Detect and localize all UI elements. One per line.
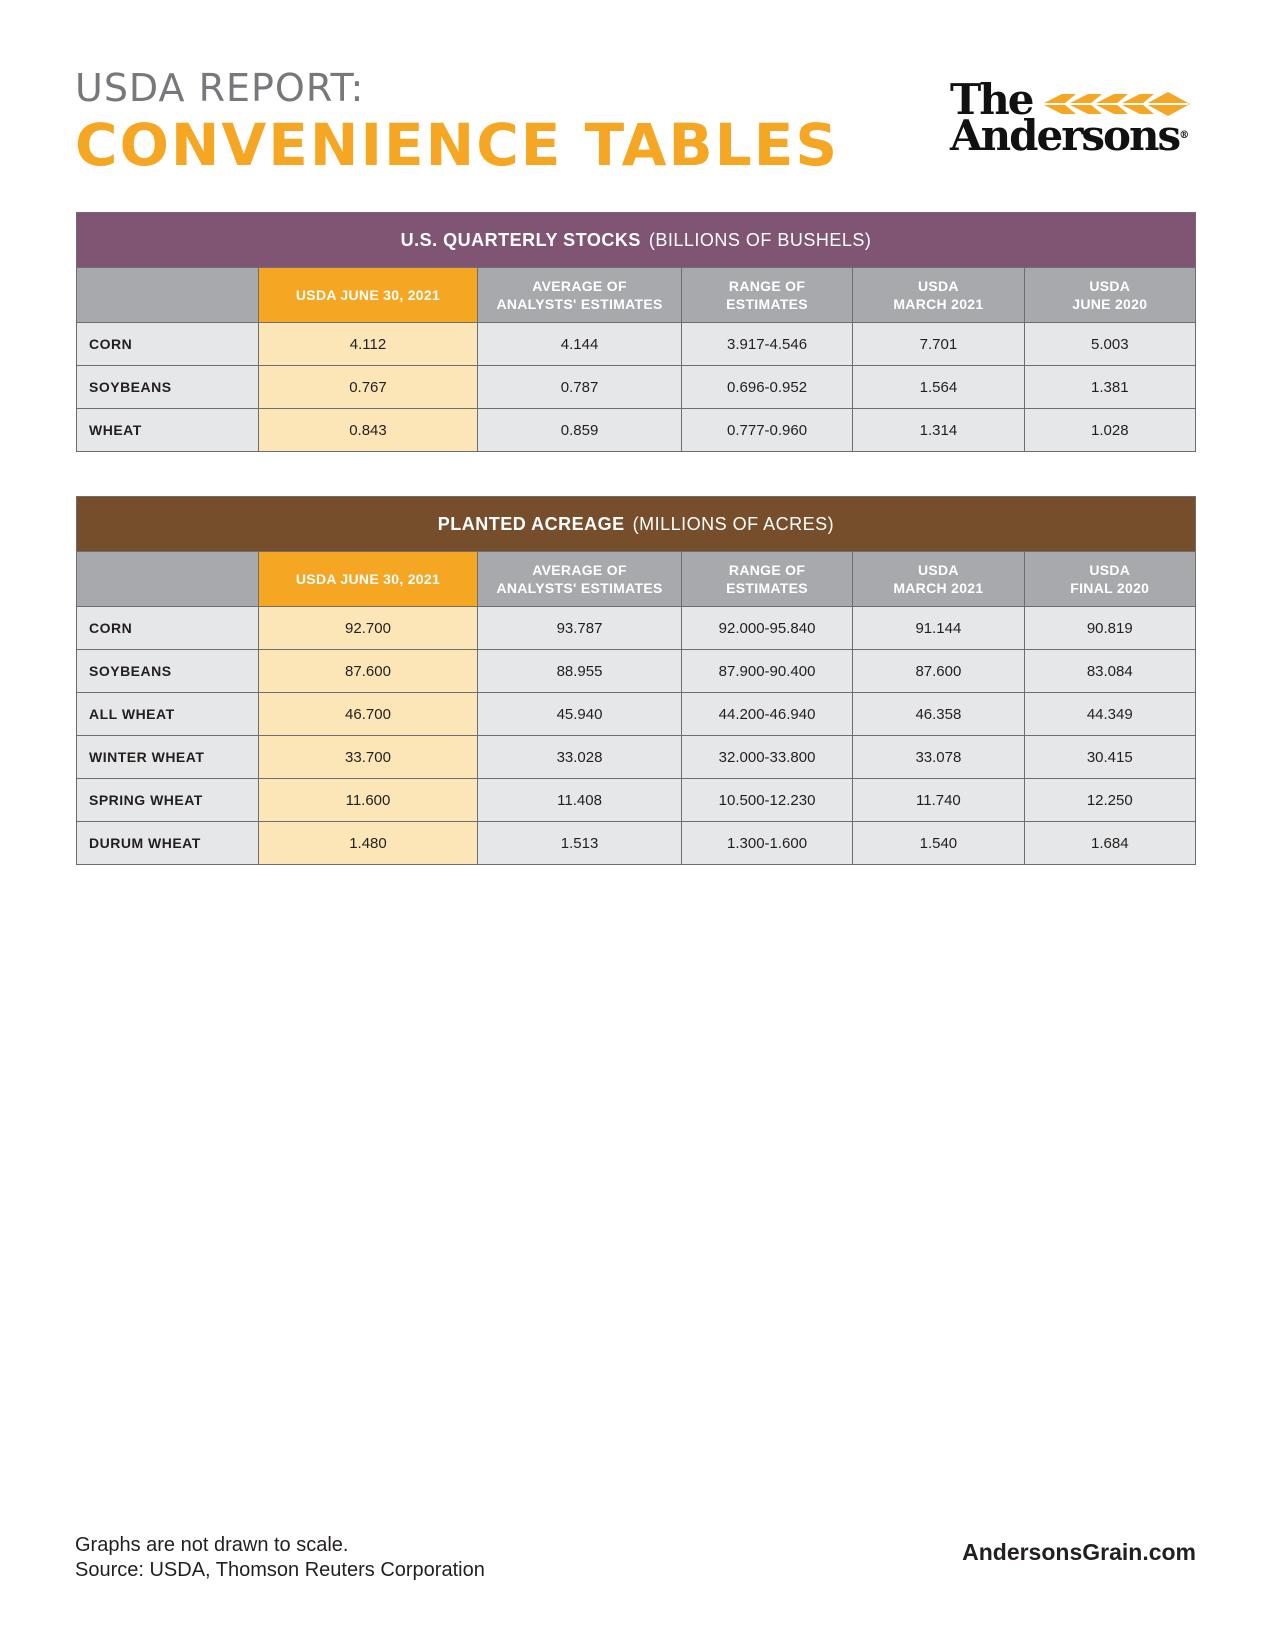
stocks-col-june-2020 [1024,268,1195,323]
logo-word-andersons [950,111,1190,160]
table-cell: 33.700 [258,736,477,779]
row-label: DURUM WHEAT [77,822,259,865]
acreage-corner-header [77,552,259,607]
stocks-title-bold: U.S. QUARTERLY STOCKS [400,229,641,250]
header-text: RANGE OF [728,562,806,578]
quarterly-stocks-table [76,212,1196,452]
table-cell: 1.314 [853,409,1024,452]
header-text: USDA JUNE 30, 2021 [295,287,441,303]
acreage-title-units: (MILLIONS OF ACRES) [632,513,835,534]
header-text: USDA [1089,562,1131,578]
table-cell: 1.028 [1024,409,1195,452]
header-text: USDA JUNE 30, 2021 [295,571,441,587]
header-text: USDA [1089,278,1131,294]
header-text: ESTIMATES [726,580,808,596]
table-cell: 45.940 [478,693,682,736]
header-text: USDA [917,278,959,294]
header-text: FINAL 2020 [1070,580,1150,596]
acreage-col-final-2020 [1024,552,1195,607]
table-cell: 5.003 [1024,323,1195,366]
table-cell: 90.819 [1024,607,1195,650]
stocks-column-headers [77,268,1196,323]
table-cell: 11.408 [478,779,682,822]
table-cell: 0.767 [258,366,477,409]
table-cell: 4.144 [478,323,682,366]
header-text: AVERAGE OF [532,562,627,578]
row-label: CORN [77,607,259,650]
table-cell: 7.701 [853,323,1024,366]
table-cell: 46.700 [258,693,477,736]
table-cell: 88.955 [478,650,682,693]
table-cell: 92.700 [258,607,477,650]
table-cell: 1.564 [853,366,1024,409]
header-text: ESTIMATES [726,296,808,312]
registered-mark: ® [1179,130,1190,141]
planted-acreage-table [76,496,1196,865]
row-label: ALL WHEAT [77,693,259,736]
report-title: CONVENIENCE TABLES [75,111,840,179]
table-cell: 11.740 [853,779,1024,822]
table-cell: 0.696-0.952 [681,366,852,409]
table-cell: 93.787 [478,607,682,650]
andersons-logo [950,75,1210,168]
table-cell: 4.112 [258,323,477,366]
acreage-title-bold: PLANTED ACREAGE [437,513,625,534]
row-label: CORN [77,323,259,366]
header-text: JUNE 2020 [1072,296,1148,312]
table-cell: 83.084 [1024,650,1195,693]
header-text: USDA [917,562,959,578]
table-cell: 87.900-90.400 [681,650,852,693]
footer-notes [75,1533,485,1583]
table-cell: 87.600 [258,650,477,693]
table-cell: 91.144 [853,607,1024,650]
header-text: MARCH 2021 [893,580,984,596]
table-cell: 10.500-12.230 [681,779,852,822]
stocks-table-title [77,213,1196,268]
header-text: RANGE OF [728,278,806,294]
table-cell: 44.200-46.940 [681,693,852,736]
table-cell: 33.078 [853,736,1024,779]
table-cell: 12.250 [1024,779,1195,822]
table-row [77,607,1196,650]
table-cell: 11.600 [258,779,477,822]
acreage-column-headers [77,552,1196,607]
table-row [77,779,1196,822]
table-row [77,366,1196,409]
acreage-col-march-2021 [853,552,1024,607]
logo-word-the: The [950,75,1033,124]
stocks-title-units: (BILLIONS OF BUSHELS) [648,229,872,250]
header-text: MARCH 2021 [893,296,984,312]
acreage-col-range [681,552,852,607]
table-cell: 3.917-4.546 [681,323,852,366]
table-cell: 1.513 [478,822,682,865]
table-cell: 87.600 [853,650,1024,693]
table-cell: 30.415 [1024,736,1195,779]
row-label: SOYBEANS [77,366,259,409]
table-cell: 1.300-1.600 [681,822,852,865]
acreage-col-average [478,552,682,607]
table-cell: 33.028 [478,736,682,779]
table-cell: 32.000-33.800 [681,736,852,779]
table-cell: 0.787 [478,366,682,409]
website-link[interactable]: AndersonsGrain.com [962,1539,1196,1565]
acreage-col-usda-june-2021 [258,552,477,607]
acreage-table-title [77,497,1196,552]
table-row [77,650,1196,693]
table-cell: 44.349 [1024,693,1195,736]
stocks-col-usda-june-2021 [258,268,477,323]
table-cell: 0.859 [478,409,682,452]
header-text: AVERAGE OF [532,278,627,294]
report-subtitle: USDA REPORT: [75,66,365,110]
report-header [75,66,840,179]
row-label: SOYBEANS [77,650,259,693]
logo-andersons-text: Andersons [950,111,1180,160]
table-row [77,409,1196,452]
stocks-col-average [478,268,682,323]
table-cell: 1.381 [1024,366,1195,409]
table-cell: 46.358 [853,693,1024,736]
table-row [77,693,1196,736]
row-label: WHEAT [77,409,259,452]
header-text: ANALYSTS' ESTIMATES [496,296,663,312]
table-cell: 1.684 [1024,822,1195,865]
stocks-col-march-2021 [853,268,1024,323]
stocks-corner-header [77,268,259,323]
table-cell: 1.480 [258,822,477,865]
header-text: ANALYSTS' ESTIMATES [496,580,663,596]
row-label: WINTER WHEAT [77,736,259,779]
table-row [77,736,1196,779]
source-note: Source: USDA, Thomson Reuters Corporation [75,1559,485,1581]
table-row [77,822,1196,865]
table-cell: 0.777-0.960 [681,409,852,452]
table-cell: 92.000-95.840 [681,607,852,650]
table-cell: 0.843 [258,409,477,452]
table-cell: 1.540 [853,822,1024,865]
row-label: SPRING WHEAT [77,779,259,822]
scale-note: Graphs are not drawn to scale. [75,1534,349,1556]
table-row [77,323,1196,366]
stocks-col-range [681,268,852,323]
